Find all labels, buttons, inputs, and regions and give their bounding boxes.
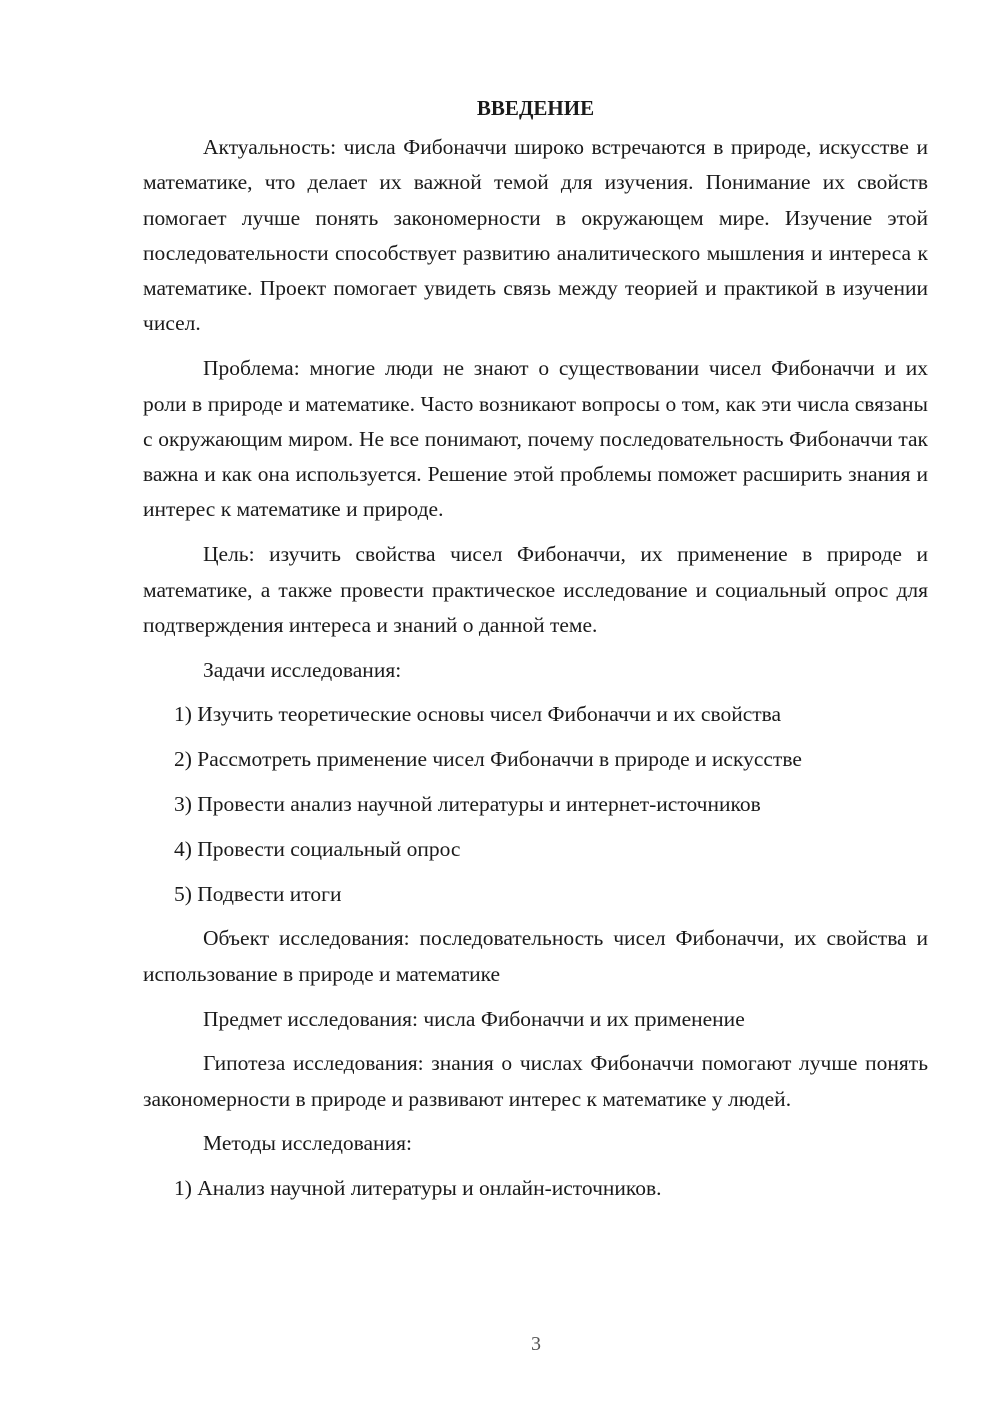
list-item: 5) Подвести итоги bbox=[174, 881, 342, 906]
subject-paragraph: Предмет исследования: числа Фибоначчи и их применение bbox=[203, 1006, 745, 1031]
object-paragraph: Объект исследования: последовательность чисел Фибоначчи, их свойства и использование в природе и математике bbox=[143, 926, 928, 986]
section-title: ВВЕДЕНИЕ bbox=[476, 96, 595, 120]
relevance-paragraph: Актуальность: числа Фибоначчи широко встречаются в природе, искусстве и математике, что делает их важной темой для изучения. Понимание их свойств помогает лучше понять закономерности в окружающем мире. Изучение этой последовательности способствует развитию аналитического мышления и интереса к математике. Проект помогает увидеть связь между теорией и практикой в изучении чисел. bbox=[143, 135, 928, 336]
list-item: 1) Изучить теоретические основы чисел Фибоначчи и их свойства bbox=[174, 702, 782, 727]
methods-list bbox=[143, 1171, 928, 1206]
tasks-heading: Задачи исследования: bbox=[203, 657, 402, 682]
hypothesis-paragraph: Гипотеза исследования: знания о числах Фибоначчи помогают лучше понять закономерности в природе и развивают интерес к математике у людей. bbox=[143, 1051, 928, 1111]
list-item: 1) Анализ научной литературы и онлайн-источников. bbox=[174, 1176, 662, 1201]
tasks-list bbox=[143, 697, 928, 911]
page-number: 3 bbox=[531, 1333, 541, 1355]
methods-heading: Методы исследования: bbox=[203, 1131, 412, 1156]
list-item: 2) Рассмотреть применение чисел Фибоначчи в природе и искусстве bbox=[174, 747, 802, 772]
list-item: 4) Провести социальный опрос bbox=[174, 836, 461, 861]
problem-paragraph: Проблема: многие люди не знают о существовании чисел Фибоначчи и их роли в природе и математике. Часто возникают вопросы о том, как эти числа связаны с окружающим миром. Не все понимают, почему последовательность Фибоначчи так важна и как она используется. Решение этой проблемы поможет расширить знания и интерес к математике и природе. bbox=[143, 356, 928, 522]
goal-paragraph: Цель: изучить свойства чисел Фибоначчи, их применение в природе и математике, а также провести практическое исследование и социальный опрос для подтверждения интереса и знаний о данной теме. bbox=[143, 542, 928, 637]
list-item: 3) Провести анализ научной литературы и интернет-источников bbox=[174, 792, 761, 817]
document-page bbox=[143, 92, 928, 1216]
